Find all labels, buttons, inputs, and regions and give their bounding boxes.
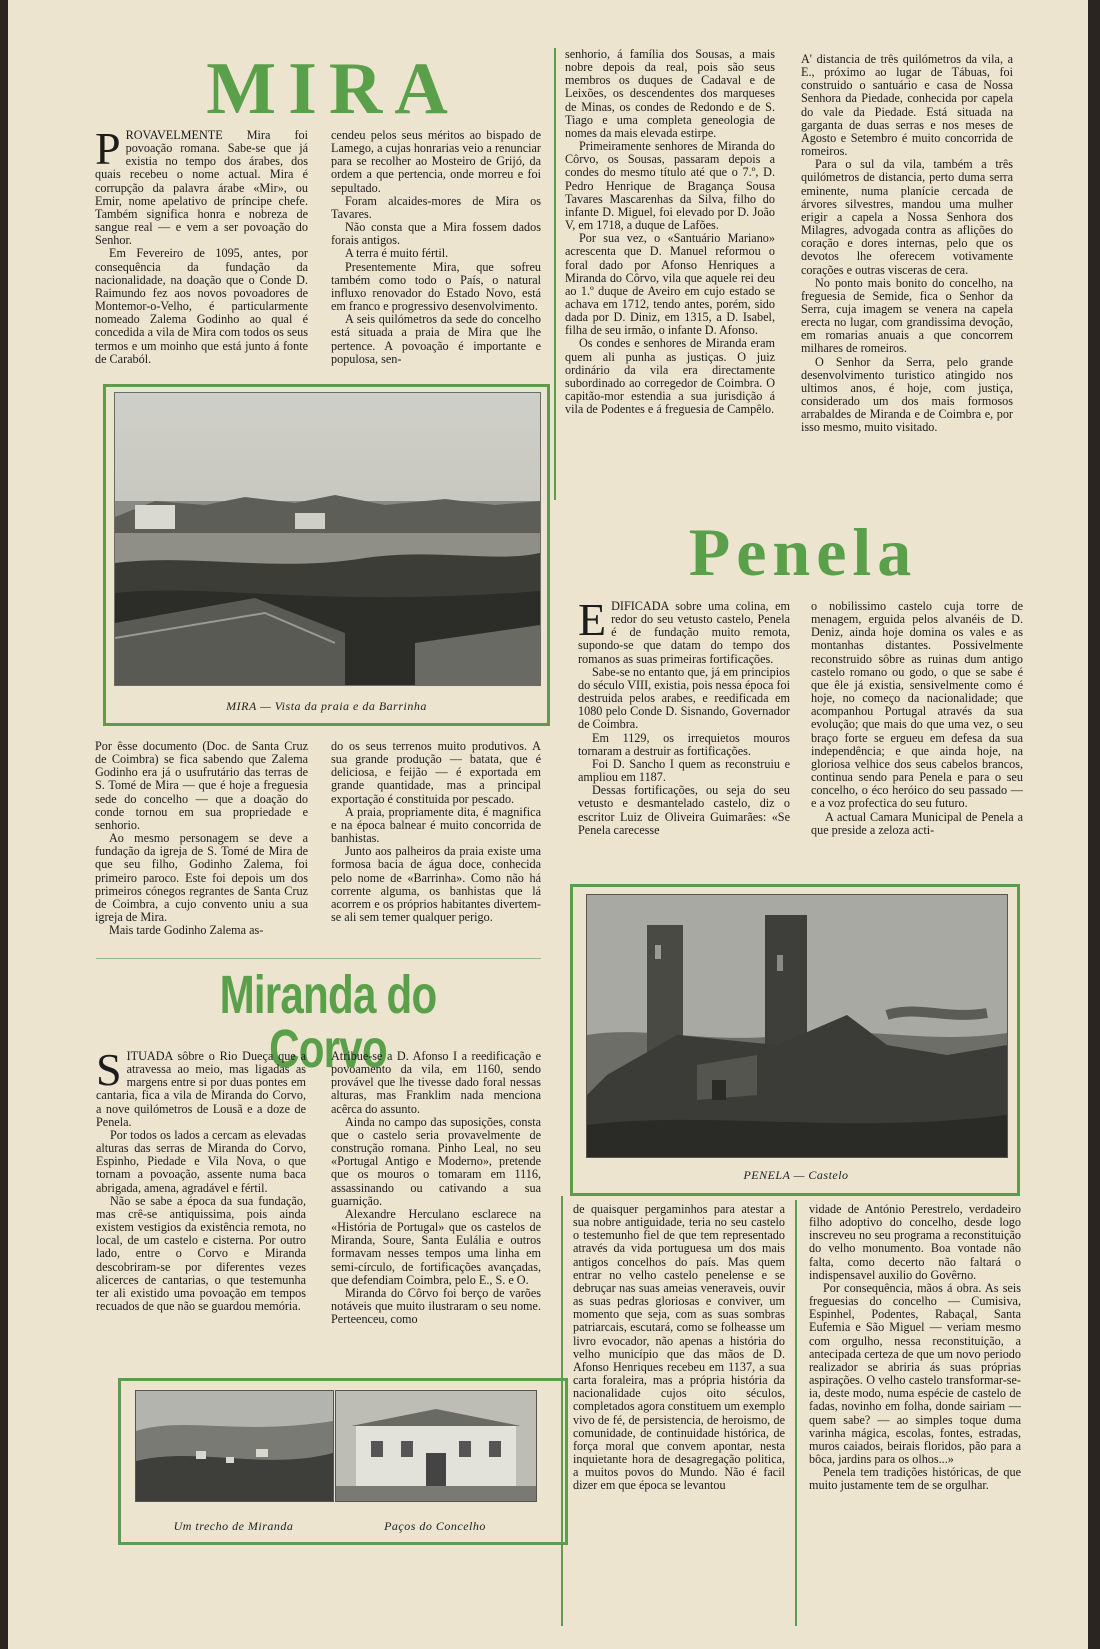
mira-beach-photo — [114, 392, 541, 686]
miranda-column-2 — [331, 1050, 541, 1345]
drop-cap: P — [95, 129, 121, 174]
mira-paragraph: Mais tarde Godinho Zalema as- — [109, 923, 264, 938]
mira-paragraph: Presentemente Mira, que sofreu também como todo o País, o natural influxo renovador do Estado Novo, está em franco e progressivo desenvolvimento. — [331, 259, 541, 314]
miranda-paragraph: Não se sabe a época da sua fundação, mas crê-se antiquissima, pois ainda existem vestigios da existência remota, no local, de um castelo e cisterna. Por outro lado, entre o Corvo e Miranda descobriram-se por diferentes vezes alicerces de cantarias, o que testemunha ter ali existido uma povoação em tempos recuados de que não se guardou memória. — [96, 1193, 306, 1313]
miranda-paragraph: Por todos os lados a cercam as elevadas alturas das serras de Miranda do Corvo, Espinho, Piedade e Vila Nova, o que tornam a povoação, assente numa baca abrigada, amena, agradável e fértil. — [96, 1127, 306, 1195]
penela-castle-photo — [586, 894, 1008, 1158]
mira-paragraph: Foram alcaides-mores de Mira os Tavares. — [331, 193, 541, 221]
penela-paragraph: Por consequência, mãos á obra. As seis freguesias do concelho — Cumisiva, Espinhel, Podentes, Rabaçal, Santa Eufemia e São Miguel — veriam mesmo com orgulho, nessa reconstituição, a antecipada certeza de que um novo periodo realizador se abriria ás suas próprias aspirações. O velho castelo transformar-se-ia, deste modo, numa espécie de castelo de fadas, novinho em folha, donde sairiam — quem sabe? — ao simples toque duma varinha mágica, escolas, fontes, estradas, muros caiados, beirais floridos, pão para a bôca, jardins para os olhos...» — [809, 1280, 1021, 1466]
mira-bottom-column-2 — [331, 740, 541, 955]
miranda-town-caption: Um trecho de Miranda — [173, 1519, 294, 1533]
penela-paragraph: o nobilissimo castelo cuja torre de menagem, erguida pelos alvanéis de D. Deniz, ainda hoje domina os vales e as montanhas distantes. Possivelmente reconstruido sôbre as ruinas dum antigo castelo romano ou godo, o que se sabe é que êle já existia, sensivelmente como é hoje, no começo da nacionalidade; que acompanhou Portugal através da sua evolução; que mais do que uma vez, o seu braço forte se ergueu em defesa da sua independência; e que ainda hoje, na gloriosa velhice dos seus cabelos brancos, continua sendo para Penela e para o seu concelho, o éco heróico do seu passado — e a voz profectica do seu futuro. — [811, 600, 1023, 811]
town-hall-caption: Paços do Concelho — [384, 1519, 486, 1533]
penela-paragraph: Foi D. Sancho I quem as reconstruiu e ampliou em 1187. — [578, 756, 790, 785]
mira-paragraph: PROVAVELMENTE Mira foi povoação romana. Sabe-se que já existia no tempo dos árabes, dos quais recebeu o nome actual. Mira é corrupção da palavra árabe «Mir», ou Emir, nome apelativo de príncipe chefe. Também significa honra e nobreza de sangue real — e vem a ser povoação do Senhor. — [95, 129, 308, 248]
mira-paragraph: Primeiramente senhores de Miranda do Côrvo, os Sousas, passaram depois a condes do mesmo título até que o 7.º, D. Pedro Henrique de Bragança Sousa Tavares Mascarenhas da Silva, filho do infante D. Miguel, foi elevado por D. João V, em 1718, a duque de Lafões. — [565, 139, 775, 233]
mira-column-4 — [801, 53, 1013, 500]
miranda-town-image — [136, 1391, 333, 1501]
penela-column-2 — [811, 600, 1023, 872]
penela-bottom-column-2 — [809, 1203, 1021, 1635]
mira-paragraph: A praia, propriamente dita, é magnifica e na época balnear é muito concorrida de banhistas. — [331, 804, 541, 846]
penela-bottom-column-1 — [573, 1203, 785, 1635]
penela-paragraph: Penela tem tradições históricas, de que muito justamente tem de se orgulhar. — [809, 1465, 1021, 1493]
mira-paragraph: Junto aos palheiros da praia existe uma formosa bacia de água doce, conhecida pelo nome de «Barrinha». Como não há corrente alguma, os banhistas que lá acorrem e os próprios habitantes divertem-se ali sem temer qualquer perigo. — [331, 844, 541, 925]
drop-cap: E — [578, 600, 607, 645]
penela-paragraph: de quaisquer pergaminhos para atestar a sua nobre antiguidade, teria no seu castelo o testemunho fiel de que tem representado através da vida portuguesa um dos mais antigos concelhos do país. Mas quem entrar no velho castelo penelense e se debruçar nas suas ameias veneraveis, ouvir as suas pedras gloriosas e conviver, um momento que seja, com as suas sombras patriarcais, escutará, como se folheasse um livro evocador, não apenas a história do velho município que das mãos de D. Afonso Henriques recebeu em 1137, a sua carta foraleira, mas a própria história da nacionalidade cujos oito séculos, completados agora constituem um exemplo vivo de fé, de persistencia, de heroismo, de comunidade, de continuidade histórica, de força moral que convem apontar, nesta inquietante hora de desagregação politica, a muitos povos do Mundo. Não é facil dizer em que época se levantou — [573, 1203, 785, 1493]
penela-photo-caption: PENELA — Castelo — [743, 1168, 849, 1182]
town-hall-photo — [335, 1390, 537, 1502]
miranda-paragraph: Alexandre Herculano esclarece na «História de Portugal» que os castelos de Miranda, Soure, Santa Eulália e outros formavam nesses tempos uma linha em semi-círculo, de fortificações avançadas, que defendiam Coimbra, pelo E., S. e O. — [331, 1206, 541, 1287]
mira-paragraph: Os condes e senhores de Miranda eram quem ali punha as justiças. O juiz ordinário da vila era directamente subordinado ao corregedor de Coimbra. O capitão-mor estendia a sua jurisdição á vila de Podentes e á freguesia de Campêlo. — [565, 336, 775, 417]
mira-paragraph: Por êsse documento (Doc. de Santa Cruz de Coimbra) se fica sabendo que Zalema Godinho era já o usufrutário das terras de S. Tomé de Mira — que é hoje a freguesia sede do concelho — que a doação do conde tornou em sua propriedade e senhorio. — [95, 740, 308, 832]
mira-paragraph: Não consta que a Mira fossem dados forais antigos. — [331, 220, 541, 248]
penela-castle-image — [587, 895, 1007, 1157]
miranda-town-photo — [135, 1390, 334, 1502]
mira-paragraph: senhorio, á família dos Sousas, a mais nobre depois da real, pois são seus membros os duques de Cadaval e de Leixões, os descendentes dos marqueses de Minas, os condes de Redondo e de S. Tiago e uma completa geneologia de nomes da mais elevada estirpe. — [565, 48, 775, 140]
penela-paragraph: Em 1129, os irrequietos mouros tornaram a destruir as fortificações. — [578, 730, 790, 758]
mira-paragraph: A' distancia de três quilómetros da vila, a E., próximo ao lugar de Tábuas, foi construido o santuário e casa de Nossa Senhora da Piedade, conhecida por capela do vale da Piedade. Está situada na garganta de duas serras e nos meses de Agosto e Setembro é muito concorrida de romeiros. — [801, 53, 1013, 159]
mira-paragraph: Por sua vez, o «Santuário Mariano» acrescenta que D. Manuel reformou o foral dado por Afonso Henriques a Miranda do Côrvo, vila que aquele rei deu ao 1.º duque de Aveiro em cujo estado se achava em 1712, tendo antes, porém, sido dada por D. Diniz, em 1315, a D. Isabel, filha de seu irmão, o infante D. Afonso. — [565, 231, 775, 338]
mira-paragraph: Em Fevereiro de 1095, antes, por consequência da fundação da nacionalidade, na doação que o Conde D. Raimundo fez aos novos povoadores de Montemor-o-Velho, é particularmente nomeado Zalema Godinho ao qual é concedida a vila de Mira com todos os seus termos e um moinho que está junto á fonte de Caraból. — [95, 246, 308, 366]
mira-paragraph: A terra é muito fértil. — [345, 246, 449, 261]
mira-paragraph: No ponto mais bonito do concelho, na freguesia de Semide, fica o Senhor da Serra, cuja imagem se venera na capela erecta no lugar, com grandissima devoção, em romarias anuais a que concorrem milhares de romeiros. — [801, 275, 1013, 356]
drop-cap: S — [96, 1050, 122, 1095]
mira-paragraph: A seis quilómetros da sede do concelho está situada a praia de Mira que lhe pertence. A povoação é importante e populosa, sen- — [331, 312, 541, 366]
penela-paragraph: Dessas fortificações, ou seja do seu vetusto e desmantelado castelo, diz o escritor Luiz de Oliveira Guimarães: «Se Penela carecesse — [578, 783, 790, 837]
miranda-paragraph: SITUADA sôbre o Rio Dueça que a atravessa ao meio, mas ligadas as margens entre si por duas pontes em cantaria, fica a vila de Miranda do Corvo, a nove quilómetros de Lousã e a doze de Penela. — [96, 1050, 306, 1129]
mira-paragraph: do os seus terrenos muito produtivos. A sua grande produção — batata, que é deliciosa, e feijão — é exportada em grande quantidade, mas a principal exportação é constituida por pescado. — [331, 740, 541, 806]
mira-paragraph: cendeu pelos seus méritos ao bispado de Lamego, a cujas honrarias veio a renunciar para se recolher ao Mosteiro de Grijó, da ordem a que pertencia, onde morreu e foi sepultado. — [331, 129, 541, 195]
mira-column-1 — [95, 129, 308, 379]
penela-column-1 — [578, 600, 790, 872]
penela-title: Penela — [688, 514, 918, 590]
column-divider — [554, 48, 556, 500]
miranda-paragraph: Miranda do Côrvo foi berço de varões notáveis que muito ilustraram o seu nome. Perteenceu, como — [331, 1285, 541, 1327]
mira-paragraph: Ao mesmo personagem se deve a fundação da igreja de S. Tomé de Mira de que seu filho, Godinho Zalema, foi primeiro paroco. Este foi depois um dos primeiros cónegos regrantes de Santa Cruz de Coimbra, a cujo convento uniu a sua igreja de Mira. — [95, 831, 308, 925]
miranda-paragraph: Ainda no campo das suposições, consta que o castelo seria provavelmente de construção romana. Pinho Leal, no seu «Portugal Antigo e Moderno», pretende que os mouros o tomaram em 1116, assassinando ou cativando a sua guarnição. — [331, 1114, 541, 1208]
column-divider — [795, 1200, 797, 1626]
mira-paragraph: Para o sul da vila, também a três quilómetros de distancia, perto duma serra eminente, numa planície cercada de árvores silvestres, mandou uma mulher erigir a capela a Nossa Senhora dos Milagres, advogada contra as aflições do coração e dores internas, pelo que os devotos lhe oferecem votivamente corações e outras visceras de cera. — [801, 157, 1013, 277]
newspaper-page — [8, 0, 1088, 1649]
mira-photo-caption: MIRA — Vista da praia e da Barrinha — [226, 699, 427, 713]
mira-landscape-image — [115, 393, 540, 685]
miranda-column-1 — [96, 1050, 306, 1345]
miranda-paragraph: Atribue-se a D. Afonso I a reedificação e povoamento da vila, em 1160, sendo provável que lhe tivesse dado foral nessas alturas, mas Franklim nada menciona acêrca do assunto. — [331, 1050, 541, 1116]
mira-title: MIRA — [206, 48, 460, 130]
mira-bottom-column-1 — [95, 740, 308, 955]
miranda-title: Miranda do Corvo — [219, 965, 437, 1079]
section-divider — [96, 958, 541, 959]
penela-paragraph: vidade de António Perestrelo, verdadeiro filho adoptivo do concelho, desde logo inscreveu no seu programa a reconstituição do velho monumento. Boa vontade não falta, como decerto não faltará o indispensavel auxilio do Govêrno. — [809, 1203, 1021, 1282]
penela-paragraph: EDIFICADA sobre uma colina, em redor do seu vetusto castelo, Penela é de fundação muito remota, supondo-se que datam do tempo dos romanos as suas primeiras fortificações. — [578, 600, 790, 666]
mira-column-2 — [331, 129, 541, 379]
penela-paragraph: A actual Camara Municipal de Penela a que preside a zeloza acti- — [811, 809, 1023, 837]
mira-column-3 — [565, 48, 775, 500]
mira-paragraph: O Senhor da Serra, pelo grande desenvolvimento turistico atingido nos ultimos anos, é hoje, com justiça, considerado um dos mais formosos arrabaldes de Miranda e de Coimbra e, por isso mesmo, muito visitado. — [801, 354, 1013, 435]
town-hall-image — [336, 1391, 536, 1501]
penela-paragraph: Sabe-se no entanto que, já em principios do século VIII, existia, pois nessa época foi destruida pelos arabes, e reedificada em 1080 pelo Conde D. Sisnando, Governador de Coimbra. — [578, 664, 790, 732]
